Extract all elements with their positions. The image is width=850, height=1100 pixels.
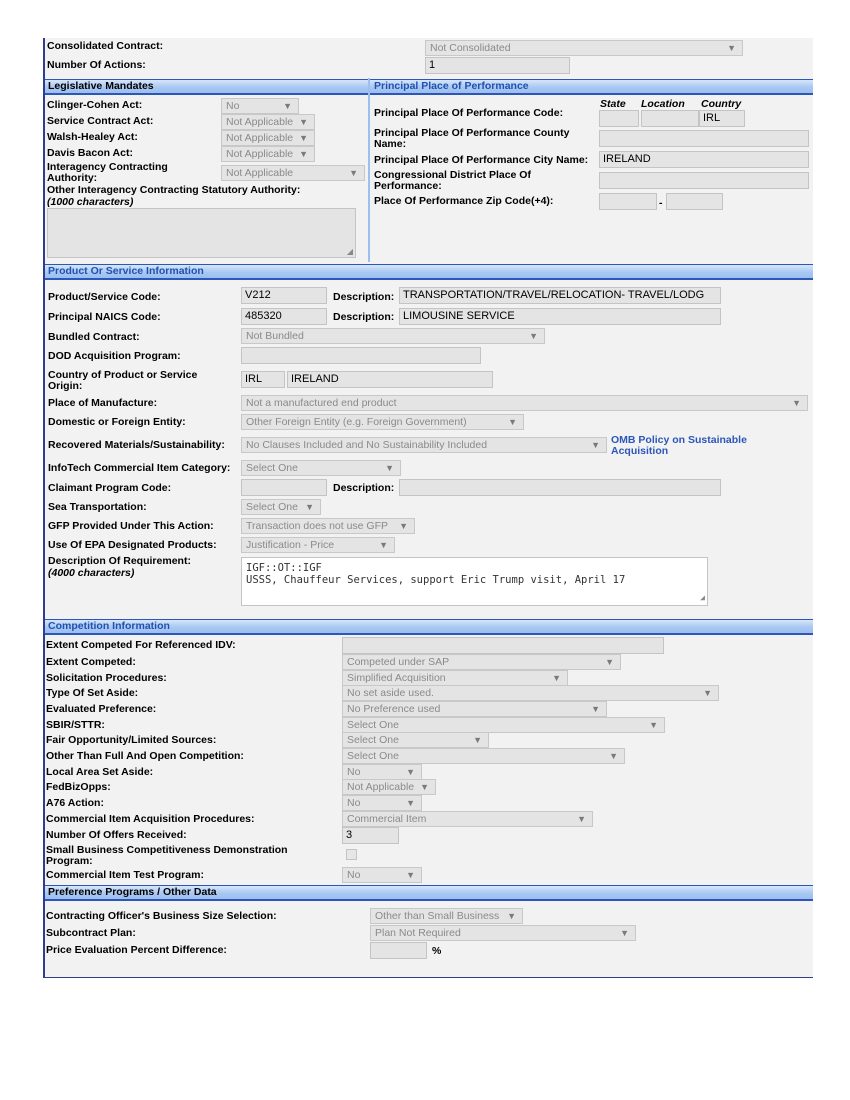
section-divider: [368, 78, 370, 262]
chevron-down-icon: ▼: [552, 673, 561, 683]
number-of-actions-label: Number Of Actions:: [47, 59, 146, 71]
place-district-field[interactable]: [599, 172, 809, 189]
chevron-down-icon: ▼: [305, 502, 314, 512]
offers-received-label: Number Of Offers Received:: [46, 829, 187, 841]
subcontract-plan-select[interactable]: Plan Not Required ▼: [370, 925, 636, 941]
other-interagency-label: Other Interagency Contracting Statutory Authority:: [47, 184, 301, 196]
psc-description-field[interactable]: TRANSPORTATION/TRAVEL/RELOCATION- TRAVEL/LODG: [399, 287, 721, 304]
origin-name-field[interactable]: IRELAND: [287, 371, 493, 388]
chevron-down-icon: ▼: [649, 720, 658, 730]
chevron-down-icon: ▼: [299, 133, 308, 143]
price-evaluation-field[interactable]: [370, 942, 427, 959]
evaluated-preference-label: Evaluated Preference:: [46, 703, 157, 715]
service-contract-label: Service Contract Act:: [47, 115, 154, 127]
sbir-label: SBIR/STTR:: [46, 719, 105, 731]
chevron-down-icon: ▼: [399, 521, 408, 531]
chevron-down-icon: ▼: [577, 814, 586, 824]
place-state-field[interactable]: [599, 110, 639, 127]
other-interagency-textarea[interactable]: [47, 208, 356, 258]
omb-policy-link[interactable]: OMB Policy on Sustainable Acquisition: [611, 434, 747, 457]
chevron-down-icon: ▼: [591, 704, 600, 714]
place-zip-field[interactable]: [599, 193, 657, 210]
offers-received-field[interactable]: 3: [342, 827, 399, 844]
clinger-cohen-select[interactable]: No ▼: [221, 98, 299, 114]
number-of-actions-field[interactable]: 1: [425, 57, 570, 74]
interagency-authority-label: Interagency Contracting Authority:: [47, 161, 168, 184]
chevron-down-icon: ▼: [609, 751, 618, 761]
chevron-down-icon: ▼: [379, 540, 388, 550]
davis-bacon-label: Davis Bacon Act:: [47, 147, 133, 159]
bundled-contract-label: Bundled Contract:: [48, 331, 140, 343]
chevron-down-icon: ▼: [473, 735, 482, 745]
chevron-down-icon: ▼: [529, 331, 538, 341]
fair-opportunity-label: Fair Opportunity/Limited Sources:: [46, 734, 217, 746]
chevron-down-icon: ▼: [283, 101, 292, 111]
dod-program-field[interactable]: [241, 347, 481, 364]
extent-competed-label: Extent Competed:: [46, 656, 136, 668]
bundled-contract-select[interactable]: Not Bundled ▼: [241, 328, 545, 344]
place-district-label: Congressional District Place Of Performance:: [374, 169, 531, 192]
a76-action-select[interactable]: No ▼: [342, 795, 422, 811]
fedbizopps-label: FedBizOpps:: [46, 781, 111, 793]
chevron-down-icon: ▼: [406, 870, 415, 880]
other-than-full-label: Other Than Full And Open Competition:: [46, 750, 244, 762]
percent-sign: %: [432, 945, 442, 957]
commercial-procedures-select[interactable]: Commercial Item ▼: [342, 811, 593, 827]
domestic-foreign-label: Domestic or Foreign Entity:: [48, 416, 186, 428]
claimant-description-field[interactable]: [399, 479, 721, 496]
consolidated-contract-label: Consolidated Contract:: [47, 40, 164, 52]
dod-program-label: DOD Acquisition Program:: [48, 350, 181, 362]
solicitation-select[interactable]: Simplified Acquisition ▼: [342, 670, 568, 686]
place-county-label: Principal Place Of Performance County Name:: [374, 127, 570, 150]
chevron-down-icon: ▼: [299, 117, 308, 127]
chevron-down-icon: ▼: [620, 928, 629, 938]
commercial-procedures-label: Commercial Item Acquisition Procedures:: [46, 813, 255, 825]
requirement-text: IGF::OT::IGF USSS, Chauffeur Services, support Eric Trump visit, April 17: [246, 562, 626, 586]
walsh-healey-label: Walsh-Healey Act:: [47, 131, 138, 143]
sbir-select[interactable]: Select One ▼: [342, 717, 665, 733]
manufacture-select[interactable]: Not a manufactured end product ▼: [241, 395, 808, 411]
infotech-label: InfoTech Commercial Item Category:: [48, 462, 231, 474]
place-location-field[interactable]: [641, 110, 699, 127]
requirement-hint: (4000 characters): [48, 567, 135, 579]
preference-programs-header: Preference Programs / Other Data: [45, 885, 813, 901]
recovered-materials-label: Recovered Materials/Sustainability:: [48, 439, 225, 451]
product-service-header: Product Or Service Information: [45, 264, 813, 280]
set-aside-label: Type Of Set Aside:: [46, 687, 139, 699]
psc-label: Product/Service Code:: [48, 291, 161, 303]
evaluated-preference-select[interactable]: No Preference used ▼: [342, 701, 607, 717]
resize-grip-icon: ◢: [346, 247, 353, 256]
subcontract-plan-label: Subcontract Plan:: [46, 927, 136, 939]
sbcd-program-checkbox[interactable]: [346, 849, 357, 860]
other-interagency-hint: (1000 characters): [47, 196, 134, 208]
infotech-select[interactable]: Select One ▼: [241, 460, 401, 476]
chevron-down-icon: ▼: [591, 440, 600, 450]
chevron-down-icon: ▼: [605, 657, 614, 667]
location-column-header: Location: [641, 98, 685, 110]
davis-bacon-select[interactable]: Not Applicable ▼: [221, 146, 315, 162]
claimant-description-label: Description:: [333, 482, 395, 494]
place-city-label: Principal Place Of Performance City Name:: [374, 154, 589, 166]
test-program-select[interactable]: No ▼: [342, 867, 422, 883]
gfp-select[interactable]: Transaction does not use GFP ▼: [241, 518, 415, 534]
solicitation-label: Solicitation Procedures:: [46, 672, 167, 684]
naics-label: Principal NAICS Code:: [48, 311, 161, 323]
other-than-full-select[interactable]: Select One ▼: [342, 748, 625, 764]
chevron-down-icon: ▼: [406, 767, 415, 777]
fair-opportunity-select[interactable]: Select One ▼: [342, 732, 489, 748]
chevron-down-icon: ▼: [299, 149, 308, 159]
fedbizopps-select[interactable]: Not Applicable ▼: [342, 779, 436, 795]
place-zip-label: Place Of Performance Zip Code(+4):: [374, 195, 554, 207]
chevron-down-icon: ▼: [385, 463, 394, 473]
zip-separator: -: [659, 197, 663, 209]
competition-header: Competition Information: [45, 619, 813, 635]
legislative-mandates-header: Legislative Mandates: [45, 79, 369, 95]
manufacture-label: Place of Manufacture:: [48, 397, 158, 409]
chevron-down-icon: ▼: [703, 688, 712, 698]
resize-grip-icon: ◢: [700, 593, 705, 602]
claimant-code-label: Claimant Program Code:: [48, 482, 172, 494]
idv-competed-field[interactable]: [342, 637, 664, 654]
naics-field[interactable]: 485320: [241, 308, 327, 325]
domestic-foreign-select[interactable]: Other Foreign Entity (e.g. Foreign Government) ▼: [241, 414, 524, 430]
service-contract-select[interactable]: Not Applicable ▼: [221, 114, 315, 130]
origin-code-field[interactable]: IRL: [241, 371, 285, 388]
place-country-field[interactable]: IRL: [699, 110, 745, 127]
clinger-cohen-label: Clinger-Cohen Act:: [47, 99, 143, 111]
place-county-field[interactable]: [599, 130, 809, 147]
business-size-select[interactable]: Other than Small Business ▼: [370, 908, 523, 924]
psc-field[interactable]: V212: [241, 287, 327, 304]
business-size-label: Contracting Officer's Business Size Selection:: [46, 910, 277, 922]
country-column-header: Country: [701, 98, 742, 110]
a76-action-label: A76 Action:: [46, 797, 104, 809]
chevron-down-icon: ▼: [420, 782, 429, 792]
chevron-down-icon: ▼: [349, 168, 358, 178]
sea-transportation-label: Sea Transportation:: [48, 501, 147, 513]
state-column-header: State: [600, 98, 626, 110]
place-of-performance-header: Principal Place of Performance: [370, 79, 813, 95]
naics-description-label: Description:: [333, 311, 395, 323]
place-zip4-field[interactable]: [666, 193, 723, 210]
epa-products-select[interactable]: Justification - Price ▼: [241, 537, 395, 553]
chevron-down-icon: ▼: [406, 798, 415, 808]
chevron-down-icon: ▼: [727, 43, 736, 53]
local-set-aside-select[interactable]: No ▼: [342, 764, 422, 780]
requirement-textarea[interactable]: [241, 557, 708, 606]
test-program-label: Commercial Item Test Program:: [46, 869, 204, 881]
origin-label: Country of Product or Service Origin:: [48, 369, 198, 392]
chevron-down-icon: ▼: [507, 911, 516, 921]
claimant-code-field[interactable]: [241, 479, 327, 496]
sea-transportation-select[interactable]: Select One ▼: [241, 499, 321, 515]
naics-description-field[interactable]: LIMOUSINE SERVICE: [399, 308, 721, 325]
recovered-materials-select[interactable]: No Clauses Included and No Sustainability Included ▼: [241, 437, 607, 453]
chevron-down-icon: ▼: [508, 417, 517, 427]
consolidated-contract-select[interactable]: Not Consolidated ▼: [425, 40, 743, 56]
gfp-label: GFP Provided Under This Action:: [48, 520, 214, 532]
set-aside-select[interactable]: No set aside used. ▼: [342, 685, 719, 701]
requirement-label: Description Of Requirement:: [48, 555, 191, 567]
epa-products-label: Use Of EPA Designated Products:: [48, 539, 217, 551]
sbcd-program-label: Small Business Competitiveness Demonstration Program:: [46, 844, 288, 867]
price-evaluation-label: Price Evaluation Percent Difference:: [46, 944, 227, 956]
place-city-field[interactable]: IRELAND: [599, 151, 809, 168]
chevron-down-icon: ▼: [792, 398, 801, 408]
psc-description-label: Description:: [333, 291, 395, 303]
extent-competed-select[interactable]: Competed under SAP ▼: [342, 654, 621, 670]
place-code-label: Principal Place Of Performance Code:: [374, 107, 564, 119]
interagency-authority-select[interactable]: Not Applicable ▼: [221, 165, 365, 181]
walsh-healey-select[interactable]: Not Applicable ▼: [221, 130, 315, 146]
local-set-aside-label: Local Area Set Aside:: [46, 766, 154, 778]
idv-competed-label: Extent Competed For Referenced IDV:: [46, 639, 236, 651]
